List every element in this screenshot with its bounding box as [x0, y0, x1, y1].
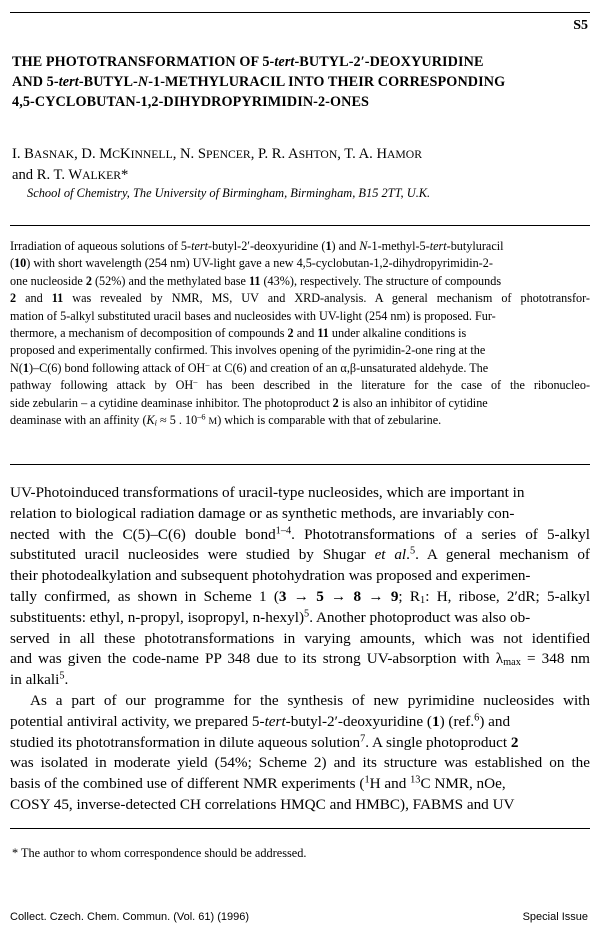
- body-line: and was given the code-name PP 348 due to its strong UV-absorption with $\lambda_{max} = 348$ nm: [10, 650, 590, 669]
- title-line: 4,5-CYCLOBUTAN-1,2-DIHYDROPYRIMIDIN-2-ONES: [12, 94, 370, 110]
- authors-line-1: I. BASNAK, D. MCKINNELL, N. SPENCER, P. R. ASHTON, T. A. HAMOR: [12, 146, 423, 162]
- abstract-bottom-rule: [10, 464, 590, 465]
- abstract: [10, 238, 590, 430]
- title-line: AND 5-tert-BUTYL-N-1-METHYLURACIL INTO THEIR CORRESPONDING: [12, 74, 506, 90]
- body-line: studied its phototransformation in dilute aqueous solution$^7$. A single photoproduct 2: [10, 732, 519, 751]
- body-line: substituents: ethyl, n-propyl, isopropyl, n-hexyl)$^5$. Another photoproduct was also ob-: [10, 608, 531, 626]
- abstract-line: side zebularin – a cytidine deaminase inhibitor. The photoproduct 2 is also an inhibitor of cytidine: [10, 395, 488, 410]
- body-line: potential antiviral activity, we prepared 5-tert-butyl-2′-deoxyuridine (1) (ref.$^6$) and: [10, 712, 511, 730]
- footnote: * The author to whom correspondence should be addressed.: [12, 846, 307, 860]
- body-line: As a part of our programme for the synthesis of new pyrimidine nucleosides with: [30, 691, 590, 709]
- page-id: S5: [573, 18, 588, 33]
- body-line: COSY 45, inverse-detected CH correlations HMQC and HMBC), FABMS and UV: [10, 795, 515, 813]
- journal-citation: Collect. Czech. Chem. Commun. (Vol. 61) (1996): [10, 911, 250, 923]
- abstract-line: (10) with short wavelength (254 nm) UV-light gave a new 4,5-cyclobutan-1,2-dihydropyrimidin-2-: [10, 256, 493, 271]
- abstract-line: deaminase with an affinity ($K_i \approx 5$ . $10^{-6}$ M) which is comparable with that of zebularine.: [10, 412, 442, 428]
- authors-line-2: and R. T. WALKER*: [12, 167, 129, 183]
- top-rule: [10, 12, 590, 13]
- body-line: tally confirmed, as shown in Scheme 1 (3 → 5 → 8 → 9; $R_1$: H, ribose, 2′dR; 5-alkyl: [10, 587, 591, 607]
- abstract-line: thermore, a mechanism of decomposition of compounds 2 and 11 under alkaline conditions is: [10, 326, 467, 341]
- body-line: in alkali$^5$.: [10, 670, 69, 689]
- body-line: nected with the C(5)–C(6) double bond$^{1-4}$. Phototransformations of a series of 5-alkyl: [10, 524, 590, 543]
- title-line: THE PHOTOTRANSFORMATION OF 5-tert-BUTYL-2′-DEOXYURIDINE: [12, 54, 484, 70]
- abstract-line: mation of 5-alkyl substituted uracil bases and nucleosides with UV-light (254 nm) is proposed. Fur-: [10, 308, 496, 323]
- abstract-line: proposed and experimentally confirmed. This involves opening of the pyrimidin-2-one ring at the: [10, 343, 486, 358]
- paper-title: [12, 52, 582, 112]
- abstract-line: pathway following attack by OH– has been described in the literature for the case of the ribonucleo-: [10, 377, 590, 393]
- abstract-line: one nucleoside 2 (52%) and the methylated base 11 (43%), respectively. The structure of compounds: [10, 273, 502, 288]
- issue-label: Special Issue: [522, 911, 588, 923]
- body-line: basis of the combined use of different NMR experiments ($^1$H and $^{13}$C NMR, nOe,: [10, 774, 506, 793]
- abstract-line: Irradiation of aqueous solutions of 5-tert-butyl-2′-deoxyuridine (1) and N-1-methyl-5-tert-butyluracil: [10, 239, 504, 253]
- abstract-line: 2 and 11 was revealed by NMR, MS, UV and XRD-analysis. A general mechanism of phototransfor-: [10, 291, 590, 306]
- body-line: UV-Photoinduced transformations of uracil-type nucleosides, which are important in: [10, 484, 525, 501]
- body-text: [10, 483, 590, 816]
- body-line: their photodealkylation and subsequent photohydration was proposed and experimen-: [10, 567, 531, 585]
- body-line: relation to biological radiation damage or as synthetic methods, are invariably con-: [10, 504, 515, 522]
- body-line: substituted uracil nucleosides were studied by Shugar et al.$^5$. A general mechanism of: [10, 545, 590, 564]
- footnote-rule: [10, 828, 590, 829]
- abstract-line: N(1)–C(6) bond following attack of OH– at C(6) and creation of an α,β-unsaturated aldehyde. The: [10, 360, 489, 375]
- body-line: served in all these phototransformations in varying amounts, which was not identified: [10, 629, 590, 647]
- affiliation: School of Chemistry, The University of Birmingham, Birmingham, B15 2TT, U.K.: [27, 186, 431, 200]
- author-list: [12, 144, 422, 186]
- abstract-top-rule: [10, 225, 590, 226]
- body-line: was isolated in moderate yield (54%; Scheme 2) and its structure was established on the: [10, 754, 590, 772]
